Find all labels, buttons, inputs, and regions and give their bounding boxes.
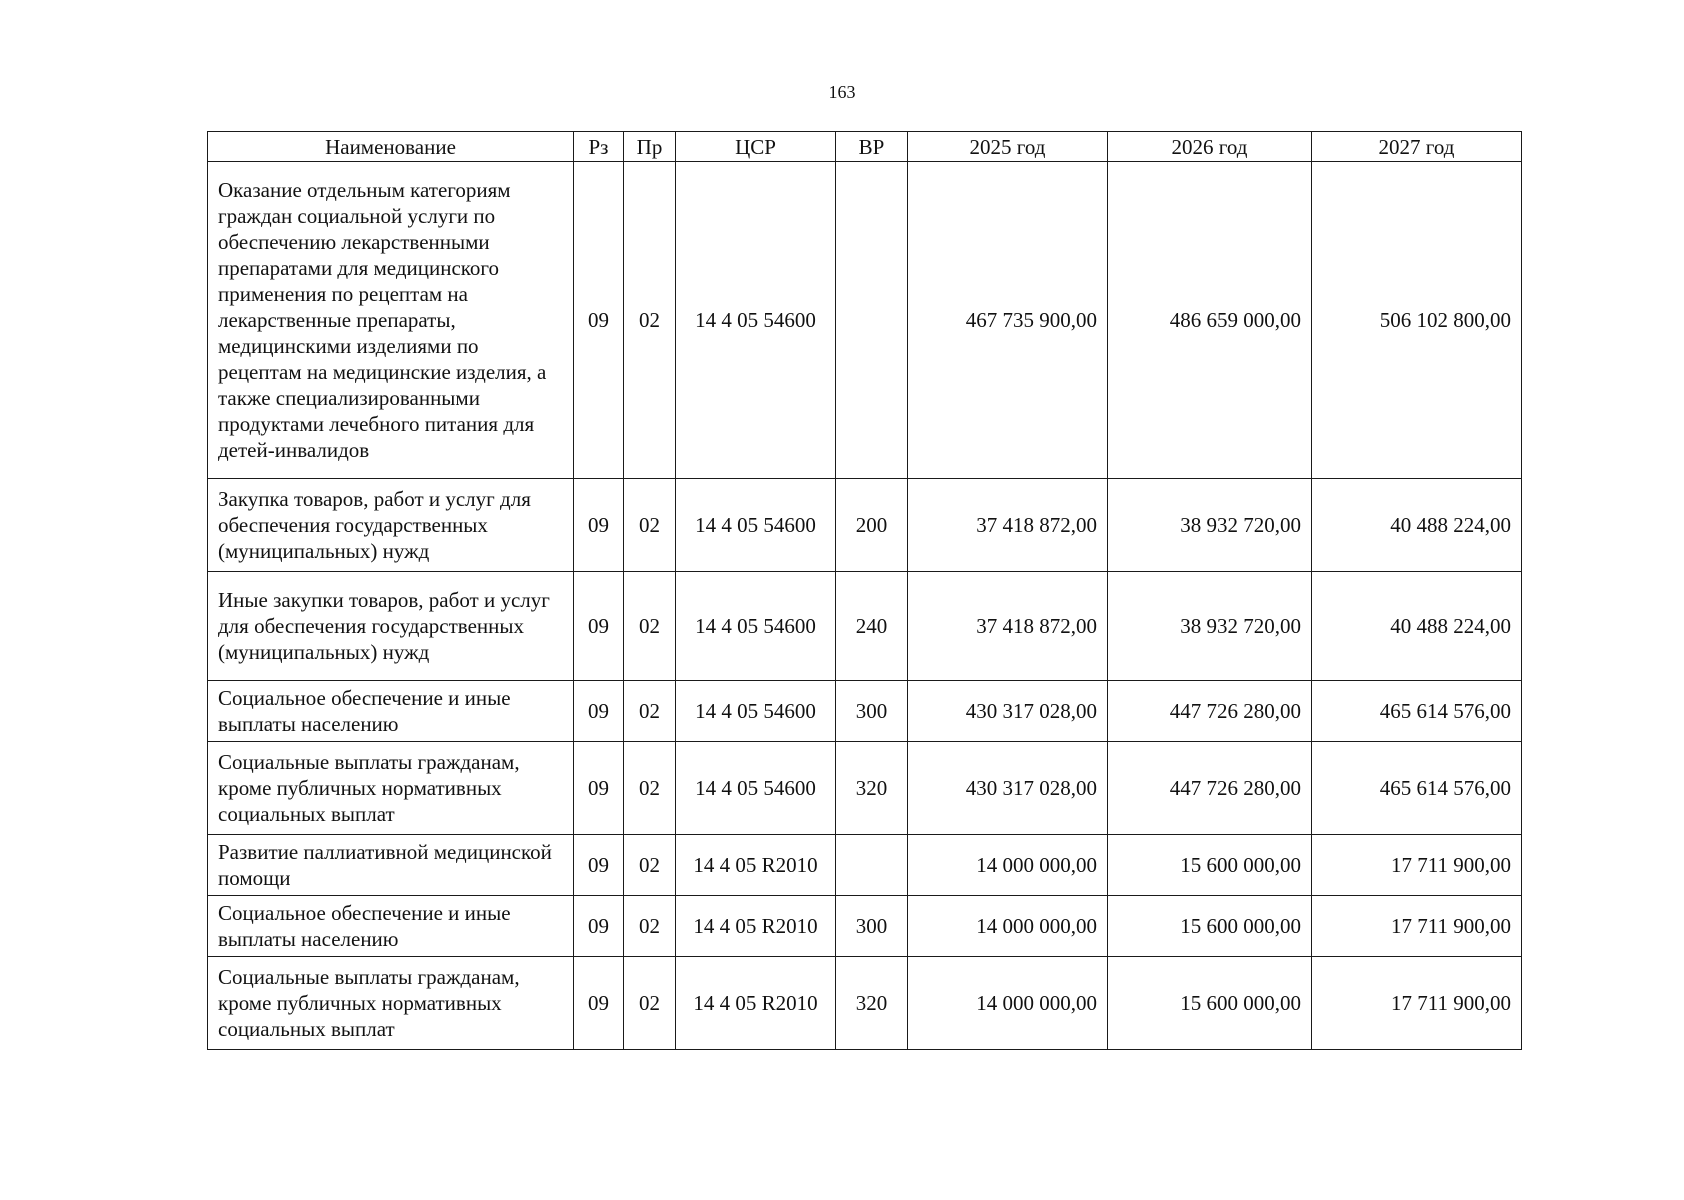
row-csr: 14 4 05 54600 xyxy=(676,742,836,835)
table-row xyxy=(208,572,1522,681)
header-csr: ЦСР xyxy=(676,132,836,162)
row-pr: 02 xyxy=(624,479,676,572)
header-name: Наименование xyxy=(208,132,574,162)
header-2025: 2025 год xyxy=(908,132,1108,162)
table-row xyxy=(208,162,1522,479)
row-rz: 09 xyxy=(574,572,624,681)
table-row xyxy=(208,479,1522,572)
row-csr: 14 4 05 54600 xyxy=(676,479,836,572)
budget-table xyxy=(207,131,1522,1050)
row-vr: 320 xyxy=(836,742,908,835)
row-name: Развитие паллиативной медицинской помощи xyxy=(208,835,574,896)
row-rz: 09 xyxy=(574,896,624,957)
table-row xyxy=(208,742,1522,835)
row-vr: 200 xyxy=(836,479,908,572)
row-csr: 14 4 05 54600 xyxy=(676,572,836,681)
row-amount-2025: 37 418 872,00 xyxy=(908,479,1108,572)
row-pr: 02 xyxy=(624,896,676,957)
row-amount-2027: 465 614 576,00 xyxy=(1312,681,1522,742)
row-amount-2027: 40 488 224,00 xyxy=(1312,479,1522,572)
row-amount-2027: 17 711 900,00 xyxy=(1312,957,1522,1050)
row-rz: 09 xyxy=(574,742,624,835)
row-amount-2027: 506 102 800,00 xyxy=(1312,162,1522,479)
row-vr: 300 xyxy=(836,681,908,742)
row-name: Социальное обеспечение и иные выплаты населению xyxy=(208,681,574,742)
row-csr: 14 4 05 R2010 xyxy=(676,896,836,957)
row-amount-2025: 430 317 028,00 xyxy=(908,681,1108,742)
row-amount-2026: 38 932 720,00 xyxy=(1108,572,1312,681)
row-amount-2026: 486 659 000,00 xyxy=(1108,162,1312,479)
row-vr xyxy=(836,162,908,479)
header-2027: 2027 год xyxy=(1312,132,1522,162)
row-amount-2026: 447 726 280,00 xyxy=(1108,742,1312,835)
row-amount-2025: 430 317 028,00 xyxy=(908,742,1108,835)
row-csr: 14 4 05 54600 xyxy=(676,162,836,479)
row-name: Закупка товаров, работ и услуг для обеспечения государственных (муниципальных) нужд xyxy=(208,479,574,572)
row-pr: 02 xyxy=(624,835,676,896)
row-rz: 09 xyxy=(574,479,624,572)
header-vr: ВР xyxy=(836,132,908,162)
table-header-row xyxy=(208,132,1522,162)
row-vr: 320 xyxy=(836,957,908,1050)
row-vr: 300 xyxy=(836,896,908,957)
row-csr: 14 4 05 R2010 xyxy=(676,957,836,1050)
row-name: Социальные выплаты гражданам, кроме публичных нормативных социальных выплат xyxy=(208,742,574,835)
row-rz: 09 xyxy=(574,957,624,1050)
row-amount-2027: 465 614 576,00 xyxy=(1312,742,1522,835)
row-name: Оказание отдельным категориям граждан социальной услуги по обеспечению лекарственными препаратами для медицинского применения по рецептам на лекарственные препараты, медицинскими изделиями по рецептам на медицинские изделия, а также специализированными продуктами лечебного питания для детей-инвалидов xyxy=(208,162,574,479)
row-amount-2025: 14 000 000,00 xyxy=(908,896,1108,957)
row-amount-2026: 15 600 000,00 xyxy=(1108,957,1312,1050)
row-amount-2026: 38 932 720,00 xyxy=(1108,479,1312,572)
row-amount-2026: 447 726 280,00 xyxy=(1108,681,1312,742)
row-name: Социальные выплаты гражданам, кроме публичных нормативных социальных выплат xyxy=(208,957,574,1050)
row-vr xyxy=(836,835,908,896)
row-amount-2025: 37 418 872,00 xyxy=(908,572,1108,681)
row-rz: 09 xyxy=(574,681,624,742)
row-amount-2026: 15 600 000,00 xyxy=(1108,835,1312,896)
row-amount-2025: 467 735 900,00 xyxy=(908,162,1108,479)
row-amount-2027: 40 488 224,00 xyxy=(1312,572,1522,681)
table-row xyxy=(208,896,1522,957)
row-rz: 09 xyxy=(574,835,624,896)
row-vr: 240 xyxy=(836,572,908,681)
row-pr: 02 xyxy=(624,742,676,835)
header-pr: Пр xyxy=(624,132,676,162)
row-amount-2026: 15 600 000,00 xyxy=(1108,896,1312,957)
header-rz: Рз xyxy=(574,132,624,162)
row-name: Иные закупки товаров, работ и услуг для обеспечения государственных (муниципальных) нужд xyxy=(208,572,574,681)
page-number: 163 xyxy=(828,82,856,102)
table-row xyxy=(208,957,1522,1050)
row-amount-2025: 14 000 000,00 xyxy=(908,835,1108,896)
row-csr: 14 4 05 R2010 xyxy=(676,835,836,896)
row-rz: 09 xyxy=(574,162,624,479)
table-row xyxy=(208,835,1522,896)
row-amount-2027: 17 711 900,00 xyxy=(1312,835,1522,896)
row-amount-2025: 14 000 000,00 xyxy=(908,957,1108,1050)
row-name: Социальное обеспечение и иные выплаты населению xyxy=(208,896,574,957)
row-pr: 02 xyxy=(624,681,676,742)
row-pr: 02 xyxy=(624,162,676,479)
row-csr: 14 4 05 54600 xyxy=(676,681,836,742)
row-amount-2027: 17 711 900,00 xyxy=(1312,896,1522,957)
row-pr: 02 xyxy=(624,572,676,681)
table-row xyxy=(208,681,1522,742)
row-pr: 02 xyxy=(624,957,676,1050)
header-2026: 2026 год xyxy=(1108,132,1312,162)
